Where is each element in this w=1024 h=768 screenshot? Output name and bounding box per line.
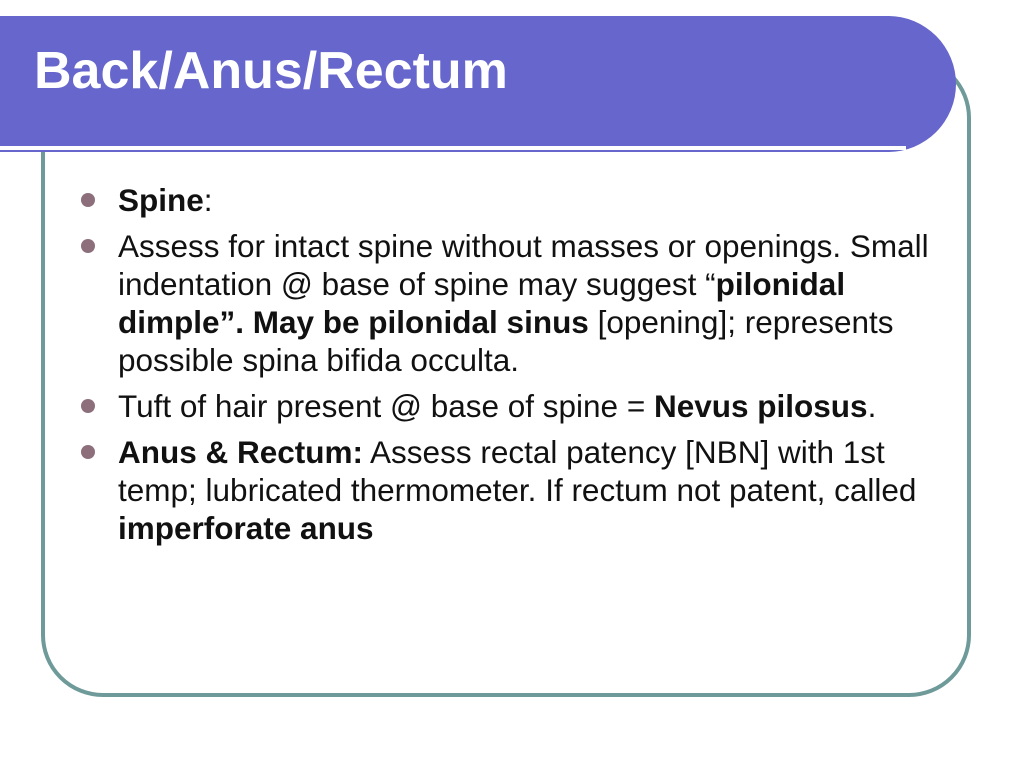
bullet-list (80, 181, 950, 555)
title-underline (0, 146, 906, 150)
bullet-dot-icon (81, 239, 95, 253)
bullet-3-text-a: Tuft of hair present @ base of spine = (118, 388, 654, 424)
bullet-dot-icon (81, 193, 95, 207)
bullet-item-assess-spine (80, 227, 950, 379)
bullet-3-bold-text: Nevus pilosus (653, 388, 868, 424)
bullet-1-bold-text: Spine (118, 182, 204, 218)
bullet-2-text-b: [opening]; represents possible spina bifida occulta. (118, 304, 894, 378)
bullet-4-text: Assess rectal patency [NBN] with 1st temp; lubricated thermometer. If rectum not patent, called (118, 434, 917, 508)
bullet-item-spine (80, 181, 950, 219)
bullet-4-bold-text-b: imperforate anus (118, 510, 374, 546)
bullet-dot-icon (81, 399, 95, 413)
slide-title: Back/Anus/Rectum (34, 42, 508, 100)
bullet-1-text: : (203, 182, 213, 218)
bullet-dot-icon (81, 445, 95, 459)
bullet-item-anus-rectum (80, 433, 950, 547)
bullet-2-bold-text: pilonidal dimple”. May be pilonidal sinus (118, 266, 846, 340)
bullet-2-text-a: Assess for intact spine without masses or openings. Small indentation @ base of spine may suggest “ (118, 228, 929, 302)
bullet-3-text-b: . (867, 388, 877, 424)
bullet-4-bold-text-a: Anus & Rectum: (118, 434, 364, 470)
bullet-item-tuft-of-hair (80, 387, 950, 425)
